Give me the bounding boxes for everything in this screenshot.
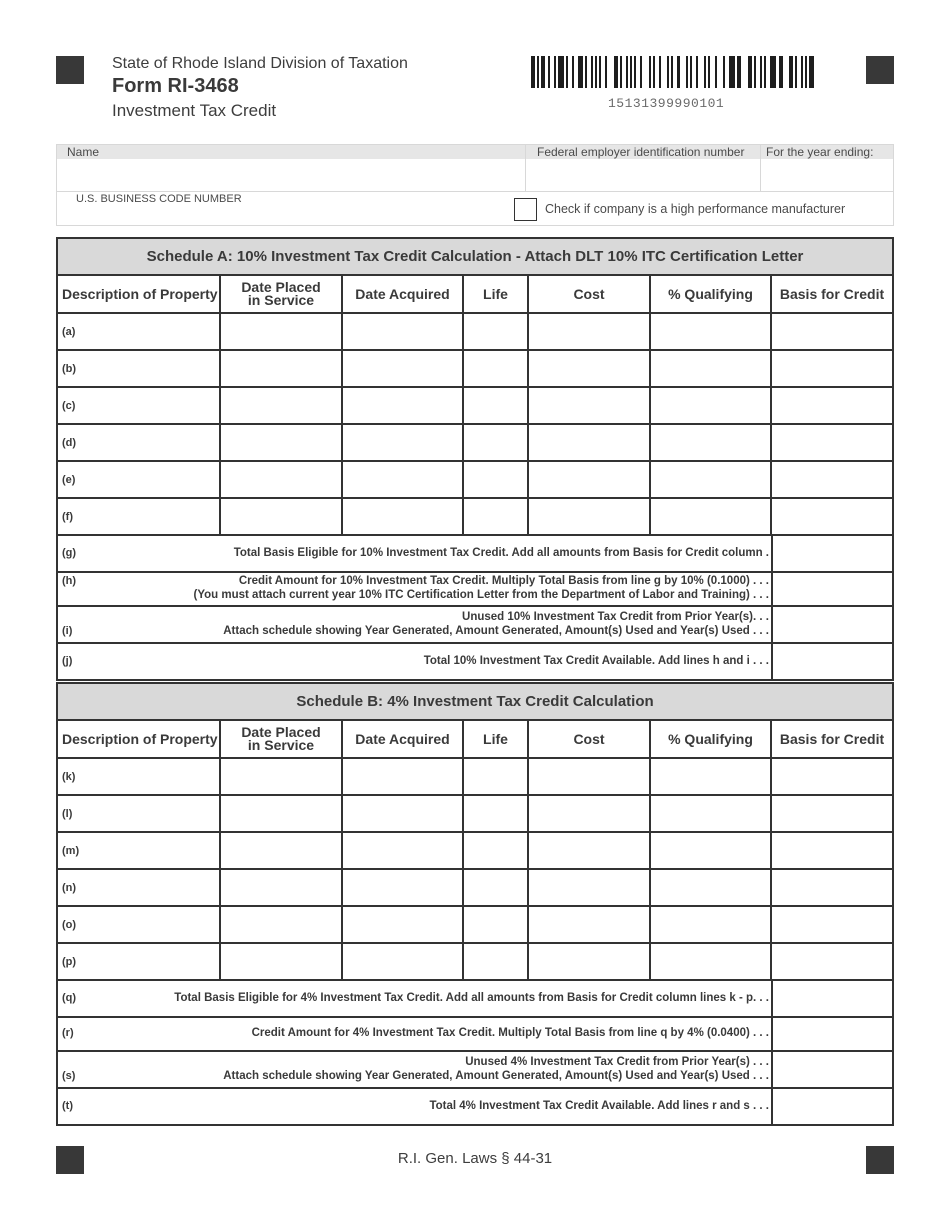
table-cell-input[interactable]	[343, 907, 462, 942]
table-cell-input[interactable]	[343, 870, 462, 905]
table-cell-input[interactable]	[221, 907, 341, 942]
table-cell[interactable]	[529, 425, 651, 462]
line-letter: (t)	[62, 1100, 73, 1112]
table-cell-input[interactable]	[221, 499, 341, 534]
table-cell[interactable]	[343, 796, 464, 833]
row-letter: (m)	[62, 845, 80, 857]
line-text: Credit Amount for 10% Investment Tax Credit. Multiply Total Basis from line g by 10% (0.1000) . . .	[238, 575, 769, 587]
line-letter: (r)	[62, 1027, 74, 1039]
line-q-input[interactable]	[773, 981, 892, 1016]
table-cell-input[interactable]	[772, 351, 892, 386]
table-cell-input[interactable]	[529, 351, 649, 386]
row-letter: (l)	[62, 808, 73, 820]
line-s-amount[interactable]	[773, 1052, 892, 1087]
table-cell[interactable]	[529, 796, 651, 833]
line-r-description	[58, 1018, 773, 1050]
line-text: Unused 10% Investment Tax Credit from Prior Year(s). . .	[462, 611, 769, 623]
line-r	[58, 1018, 892, 1052]
table-cell[interactable]	[343, 388, 464, 425]
line-text: Total Basis Eligible for 10% Investment Tax Credit. Add all amounts from Basis for Credit column .	[233, 547, 769, 559]
col-qualifying: % Qualifying	[651, 276, 772, 314]
table-cell[interactable]	[343, 499, 464, 536]
table-cell-input[interactable]	[464, 314, 527, 349]
barcode	[531, 56, 816, 88]
table-cell[interactable]	[343, 944, 464, 981]
table-cell-input[interactable]	[58, 833, 219, 868]
col-life: Life	[464, 721, 529, 759]
table-cell[interactable]	[221, 833, 343, 870]
table-cell[interactable]	[651, 759, 772, 796]
table-cell-input[interactable]	[772, 499, 892, 534]
table-cell[interactable]	[343, 759, 464, 796]
table-cell-input[interactable]	[772, 759, 892, 794]
line-h-amount[interactable]	[773, 573, 892, 605]
table-cell[interactable]	[651, 351, 772, 388]
line-text: Credit Amount for 4% Investment Tax Credit. Multiply Total Basis from line q by 4% (0.0400) . . .	[251, 1027, 769, 1039]
business-code-label: U.S. BUSINESS CODE NUMBER	[76, 193, 242, 205]
table-cell[interactable]	[464, 499, 529, 536]
table-cell-input[interactable]	[58, 462, 219, 497]
name-label: Name	[67, 145, 100, 159]
table-cell[interactable]	[529, 351, 651, 388]
table-cell-input[interactable]	[221, 462, 341, 497]
table-cell-input[interactable]	[772, 314, 892, 349]
col-description: Description of Property	[58, 276, 221, 314]
table-cell[interactable]	[464, 388, 529, 425]
line-letter: (g)	[62, 547, 77, 559]
line-s-input[interactable]	[773, 1052, 892, 1087]
table-cell-input[interactable]	[464, 388, 527, 423]
table-cell-input[interactable]	[343, 351, 462, 386]
table-cell[interactable]	[58, 870, 221, 907]
table-cell-input[interactable]	[529, 759, 649, 794]
table-cell[interactable]	[651, 796, 772, 833]
registration-mark-top-left	[56, 56, 84, 84]
table-cell-input[interactable]	[651, 759, 770, 794]
table-cell[interactable]	[58, 796, 221, 833]
table-cell-input[interactable]	[651, 833, 770, 868]
table-cell[interactable]	[464, 907, 529, 944]
line-r-amount[interactable]	[773, 1018, 892, 1050]
col-date-placed	[221, 721, 343, 759]
row-letter: (e)	[62, 474, 76, 486]
registration-mark-top-right	[866, 56, 894, 84]
col-description: Description of Property	[58, 721, 221, 759]
schedule-a-grid	[58, 276, 892, 314]
table-cell[interactable]	[529, 759, 651, 796]
table-cell[interactable]	[529, 907, 651, 944]
table-cell[interactable]	[58, 944, 221, 981]
line-q-description	[58, 981, 773, 1016]
table-cell[interactable]	[58, 314, 221, 351]
table-cell[interactable]	[651, 462, 772, 499]
table-cell-input[interactable]	[529, 870, 649, 905]
table-cell[interactable]	[464, 314, 529, 351]
table-cell[interactable]	[221, 314, 343, 351]
table-cell[interactable]	[343, 870, 464, 907]
table-cell[interactable]	[772, 870, 892, 907]
table-cell[interactable]	[772, 833, 892, 870]
table-cell-input[interactable]	[529, 314, 649, 349]
line-t-amount[interactable]	[773, 1089, 892, 1124]
row-letter: (k)	[62, 771, 76, 783]
form-title: Investment Tax Credit	[112, 101, 277, 120]
table-cell-input[interactable]	[651, 462, 770, 497]
row-letter: (b)	[62, 363, 77, 375]
table-cell-input[interactable]	[58, 759, 219, 794]
table-cell[interactable]	[221, 870, 343, 907]
line-text-note: Attach schedule showing Year Generated, Amount Generated, Amount(s) Used and Year(s) Used . . .	[223, 625, 769, 637]
schedule-a-title: Schedule A: 10% Investment Tax Credit Calculation - Attach DLT 10% ITC Certification Letter	[58, 239, 892, 276]
table-cell-input[interactable]	[221, 425, 341, 460]
line-t-input[interactable]	[773, 1089, 892, 1124]
year-ending-label: For the year ending:	[766, 145, 874, 159]
table-cell-input[interactable]	[464, 425, 527, 460]
table-cell-input[interactable]	[772, 833, 892, 868]
barcode-space	[814, 56, 816, 88]
table-cell-input[interactable]	[529, 907, 649, 942]
table-cell[interactable]	[343, 462, 464, 499]
table-cell-input[interactable]	[464, 759, 527, 794]
table-cell[interactable]	[529, 462, 651, 499]
table-cell[interactable]	[651, 944, 772, 981]
line-i	[58, 607, 892, 644]
line-s	[58, 1052, 892, 1089]
table-cell[interactable]	[221, 944, 343, 981]
col-date-placed-label: Date Placed in Service	[241, 279, 321, 308]
line-q-amount[interactable]	[773, 981, 892, 1016]
line-j	[58, 644, 892, 681]
col-basis: Basis for Credit	[772, 721, 892, 759]
table-cell[interactable]	[464, 833, 529, 870]
table-cell-input[interactable]	[529, 499, 649, 534]
table-cell-input[interactable]	[221, 870, 341, 905]
table-cell-input[interactable]	[772, 907, 892, 942]
row-letter: (d)	[62, 437, 77, 449]
col-date-placed	[221, 276, 343, 314]
table-cell-input[interactable]	[464, 796, 527, 831]
table-cell-input[interactable]	[529, 833, 649, 868]
table-cell-input[interactable]	[651, 499, 770, 534]
table-cell-input[interactable]	[343, 499, 462, 534]
table-cell[interactable]	[221, 388, 343, 425]
table-cell-input[interactable]	[464, 907, 527, 942]
table-cell[interactable]	[529, 388, 651, 425]
table-cell-input[interactable]	[58, 870, 219, 905]
table-cell[interactable]	[529, 499, 651, 536]
line-letter: (s)	[62, 1070, 76, 1082]
table-cell-input[interactable]	[221, 833, 341, 868]
table-cell-input[interactable]	[221, 944, 341, 979]
table-cell-input[interactable]	[651, 314, 770, 349]
line-text: Unused 4% Investment Tax Credit from Prior Year(s) . . .	[465, 1056, 769, 1068]
business-code-input[interactable]	[61, 205, 501, 225]
table-cell[interactable]	[772, 425, 892, 462]
table-cell-input[interactable]	[772, 796, 892, 831]
line-j-input[interactable]	[773, 644, 892, 679]
divider	[760, 145, 761, 191]
table-cell-input[interactable]	[772, 462, 892, 497]
year-ending-input[interactable]	[764, 160, 892, 190]
table-cell[interactable]	[651, 499, 772, 536]
table-cell-input[interactable]	[58, 944, 219, 979]
table-cell[interactable]	[772, 499, 892, 536]
table-cell-input[interactable]	[58, 351, 219, 386]
col-date-acquired: Date Acquired	[343, 276, 464, 314]
table-cell-input[interactable]	[343, 759, 462, 794]
line-letter: (i)	[62, 625, 73, 637]
table-cell[interactable]	[529, 833, 651, 870]
schedule-a-rows	[58, 314, 892, 536]
table-cell[interactable]	[58, 462, 221, 499]
table-cell[interactable]	[651, 870, 772, 907]
table-cell[interactable]	[221, 462, 343, 499]
line-i-description	[58, 607, 773, 642]
line-j-amount[interactable]	[773, 644, 892, 679]
table-cell-input[interactable]	[58, 314, 219, 349]
table-cell[interactable]	[58, 833, 221, 870]
high-performance-label: Check if company is a high performance manufacturer	[545, 202, 846, 216]
fein-input[interactable]	[529, 160, 757, 190]
table-cell[interactable]	[58, 388, 221, 425]
table-cell[interactable]	[58, 499, 221, 536]
table-cell[interactable]	[58, 351, 221, 388]
fein-label: Federal employer identification number	[537, 145, 745, 159]
table-cell[interactable]	[772, 796, 892, 833]
line-g-amount[interactable]	[773, 536, 892, 571]
col-date-placed-label: Date Placed in Service	[241, 724, 321, 753]
line-i-amount[interactable]	[773, 607, 892, 642]
line-text-note: (You must attach current year 10% ITC Certification Letter from the Department of Labor and Training) . . .	[193, 589, 769, 601]
table-cell-input[interactable]	[58, 499, 219, 534]
table-cell-input[interactable]	[651, 796, 770, 831]
table-cell[interactable]	[464, 351, 529, 388]
line-g-input[interactable]	[773, 536, 892, 571]
line-j-description	[58, 644, 773, 679]
line-letter: (j)	[62, 655, 73, 667]
table-cell[interactable]	[651, 314, 772, 351]
line-text: Total Basis Eligible for 4% Investment Tax Credit. Add all amounts from Basis for Credit column lines k - p. . .	[174, 992, 769, 1004]
table-cell-input[interactable]	[464, 833, 527, 868]
divider	[57, 191, 893, 192]
table-cell[interactable]	[221, 759, 343, 796]
taxpayer-info-box	[56, 144, 894, 226]
col-qualifying: % Qualifying	[651, 721, 772, 759]
line-text: Total 10% Investment Tax Credit Available. Add lines h and i . . .	[423, 655, 769, 667]
line-r-input[interactable]	[773, 1018, 892, 1050]
table-cell[interactable]	[651, 388, 772, 425]
table-cell-input[interactable]	[464, 499, 527, 534]
high-performance-checkbox[interactable]	[514, 198, 537, 221]
barcode-number: 15131399990101	[608, 96, 725, 111]
table-cell[interactable]	[343, 833, 464, 870]
name-input[interactable]	[61, 160, 521, 190]
table-cell-input[interactable]	[343, 944, 462, 979]
line-g-description	[58, 536, 773, 571]
table-cell-input[interactable]	[221, 314, 341, 349]
row-letter: (p)	[62, 956, 77, 968]
line-h-input[interactable]	[773, 573, 892, 605]
table-cell-input[interactable]	[343, 425, 462, 460]
table-cell[interactable]	[464, 944, 529, 981]
table-cell[interactable]	[651, 425, 772, 462]
line-letter: (h)	[62, 575, 77, 587]
agency-name: State of Rhode Island Division of Taxation	[112, 55, 408, 72]
table-cell-input[interactable]	[772, 944, 892, 979]
table-cell-input[interactable]	[221, 351, 341, 386]
line-q	[58, 981, 892, 1018]
table-cell[interactable]	[772, 462, 892, 499]
table-cell-input[interactable]	[464, 944, 527, 979]
col-basis: Basis for Credit	[772, 276, 892, 314]
table-cell[interactable]	[221, 351, 343, 388]
table-cell-input[interactable]	[343, 833, 462, 868]
schedule-b-table	[56, 682, 894, 1126]
table-cell[interactable]	[343, 314, 464, 351]
table-cell-input[interactable]	[221, 796, 341, 831]
table-cell-input[interactable]	[58, 425, 219, 460]
table-cell-input[interactable]	[464, 462, 527, 497]
row-letter: (n)	[62, 882, 77, 894]
table-cell-input[interactable]	[221, 388, 341, 423]
table-cell-input[interactable]	[772, 870, 892, 905]
form-number: Form RI-3468	[112, 75, 239, 97]
line-g	[58, 536, 892, 573]
table-cell[interactable]	[464, 462, 529, 499]
schedule-b-title: Schedule B: 4% Investment Tax Credit Calculation	[58, 684, 892, 721]
table-cell[interactable]	[772, 907, 892, 944]
table-cell[interactable]	[464, 759, 529, 796]
table-cell[interactable]	[221, 499, 343, 536]
table-cell-input[interactable]	[343, 314, 462, 349]
col-cost: Cost	[529, 721, 651, 759]
table-cell-input[interactable]	[343, 796, 462, 831]
table-cell-input[interactable]	[464, 351, 527, 386]
table-cell[interactable]	[343, 425, 464, 462]
table-cell-input[interactable]	[651, 907, 770, 942]
line-i-input[interactable]	[773, 607, 892, 642]
line-h	[58, 573, 892, 607]
table-cell[interactable]	[464, 425, 529, 462]
line-letter: (q)	[62, 992, 77, 1004]
table-cell-input[interactable]	[651, 870, 770, 905]
table-cell[interactable]	[343, 351, 464, 388]
statute-citation: R.I. Gen. Laws § 44-31	[397, 1150, 553, 1167]
table-cell-input[interactable]	[58, 796, 219, 831]
table-cell-input[interactable]	[772, 425, 892, 460]
table-cell[interactable]	[221, 425, 343, 462]
table-cell-input[interactable]	[58, 388, 219, 423]
line-t	[58, 1089, 892, 1126]
table-cell[interactable]	[221, 907, 343, 944]
col-life: Life	[464, 276, 529, 314]
table-cell[interactable]	[529, 944, 651, 981]
table-cell-input[interactable]	[529, 796, 649, 831]
table-cell[interactable]	[58, 907, 221, 944]
table-cell[interactable]	[772, 351, 892, 388]
table-cell[interactable]	[221, 796, 343, 833]
table-cell[interactable]	[651, 907, 772, 944]
col-cost: Cost	[529, 276, 651, 314]
table-cell-input[interactable]	[529, 388, 649, 423]
table-cell[interactable]	[772, 388, 892, 425]
table-cell-input[interactable]	[651, 944, 770, 979]
table-cell[interactable]	[343, 907, 464, 944]
divider	[525, 145, 526, 191]
schedule-a-table	[56, 237, 894, 681]
schedule-b-rows	[58, 759, 892, 981]
table-cell-input[interactable]	[464, 870, 527, 905]
table-cell-input[interactable]	[343, 462, 462, 497]
table-cell-input[interactable]	[529, 462, 649, 497]
table-cell[interactable]	[58, 759, 221, 796]
row-letter: (o)	[62, 919, 77, 931]
table-cell-input[interactable]	[529, 425, 649, 460]
table-cell-input[interactable]	[529, 944, 649, 979]
table-cell[interactable]	[772, 314, 892, 351]
row-letter: (c)	[62, 400, 76, 412]
line-text-note: Attach schedule showing Year Generated, Amount Generated, Amount(s) Used and Year(s) Used . . .	[223, 1070, 769, 1082]
line-text: Total 4% Investment Tax Credit Available. Add lines r and s . . .	[429, 1100, 769, 1112]
table-cell-input[interactable]	[343, 388, 462, 423]
line-h-description	[58, 573, 773, 605]
table-cell[interactable]	[464, 796, 529, 833]
table-cell-input[interactable]	[651, 388, 770, 423]
table-cell-input[interactable]	[651, 351, 770, 386]
table-cell[interactable]	[58, 425, 221, 462]
table-cell[interactable]	[772, 944, 892, 981]
table-cell[interactable]	[464, 870, 529, 907]
table-cell[interactable]	[651, 833, 772, 870]
line-s-description	[58, 1052, 773, 1087]
table-cell-input[interactable]	[651, 425, 770, 460]
row-letter: (f)	[62, 511, 73, 523]
col-date-acquired: Date Acquired	[343, 721, 464, 759]
table-cell[interactable]	[772, 759, 892, 796]
table-cell[interactable]	[529, 870, 651, 907]
table-cell[interactable]	[529, 314, 651, 351]
table-cell-input[interactable]	[772, 388, 892, 423]
schedule-b-grid	[58, 721, 892, 759]
line-t-description	[58, 1089, 773, 1124]
table-cell-input[interactable]	[58, 907, 219, 942]
row-letter: (a)	[62, 326, 76, 338]
table-cell-input[interactable]	[221, 759, 341, 794]
